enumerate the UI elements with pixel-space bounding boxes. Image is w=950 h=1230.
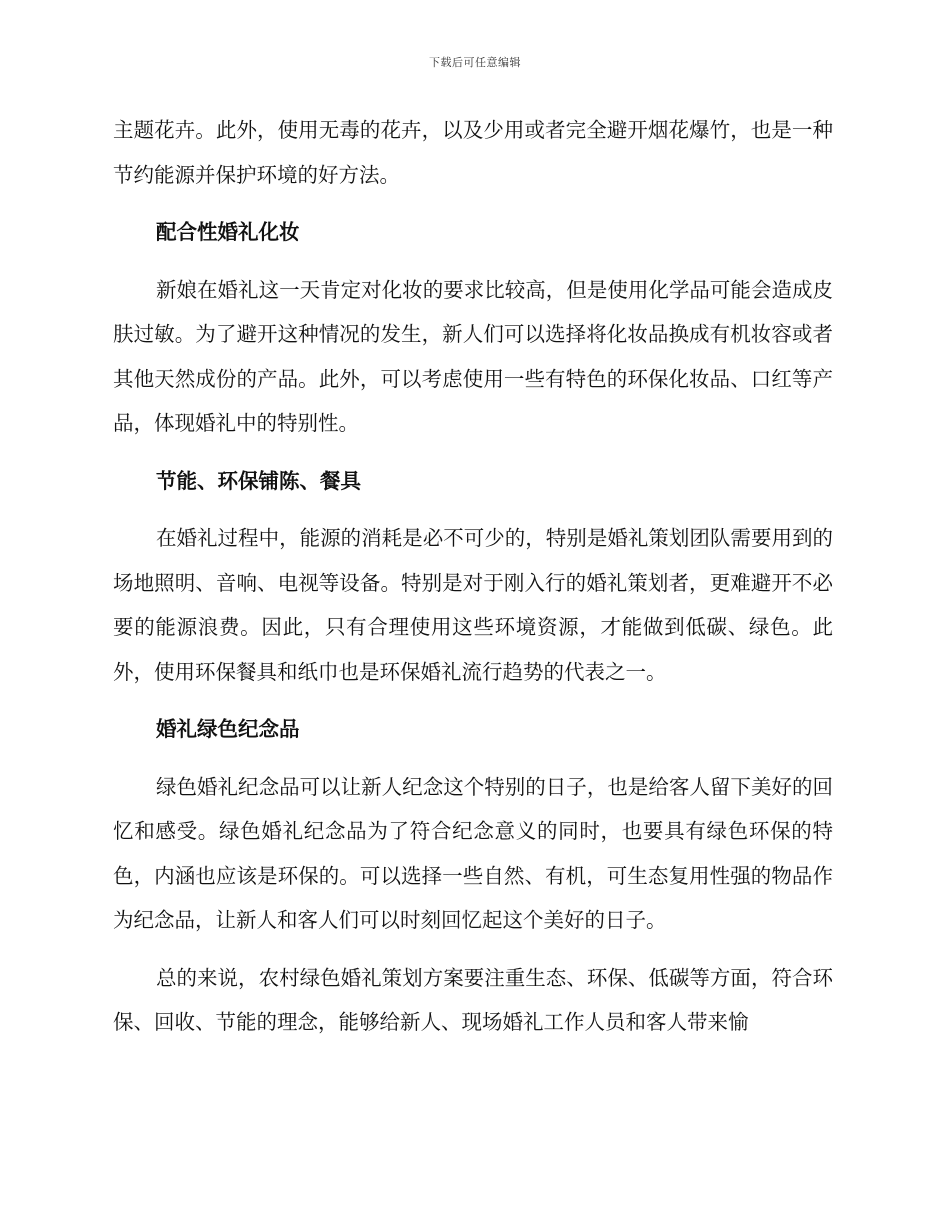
intro-paragraph: 主题花卉。此外，使用无毒的花卉，以及少用或者完全避开烟花爆竹，也是一种节约能源并保护环境的好方法。 xyxy=(113,118,833,187)
page-header-note: 下载后可任意编辑 xyxy=(429,56,521,69)
summary-paragraph: 总的来说，农村绿色婚礼策划方案要注重生态、环保、低碳等方面，符合环保、回收、节能的理念，能够给新人、现场婚礼工作人员和客人带来愉 xyxy=(113,965,833,1034)
section-heading-energy: 节能、环保铺陈、餐具 xyxy=(156,468,361,493)
section-heading-makeup: 配合性婚礼化妆 xyxy=(156,220,300,244)
energy-paragraph: 在婚礼过程中，能源的消耗是必不可少的，特别是婚礼策划团队需要用到的场地照明、音响、电视等设备。特别是对于刚入行的婚礼策划者，更难避开不必要的能源浪费。因此，只有合理使用这些环境资源，才能做到低碳、绿色。此外，使用环保餐具和纸巾也是环保婚礼流行趋势的代表之一。 xyxy=(113,526,833,684)
document-body xyxy=(113,108,833,1045)
souvenir-paragraph: 绿色婚礼纪念品可以让新人纪念这个特别的日子，也是给客人留下美好的回忆和感受。绿色婚礼纪念品为了符合纪念意义的同时，也要具有绿色环保的特色，内涵也应该是环保的。可以选择一些自然、有机，可生态复用性强的物品作为纪念品，让新人和客人们可以时刻回忆起这个美好的日子。 xyxy=(113,774,833,932)
makeup-paragraph: 新娘在婚礼这一天肯定对化妆的要求比较高，但是使用化学品可能会造成皮肤过敏。为了避开这种情况的发生，新人们可以选择将化妆品换成有机妆容或者其他天然成份的产品。此外，可以考虑使用一些有特色的环保化妆品、口红等产品，体现婚礼中的特别性。 xyxy=(113,277,833,435)
section-heading-souvenir: 婚礼绿色纪念品 xyxy=(156,717,300,741)
